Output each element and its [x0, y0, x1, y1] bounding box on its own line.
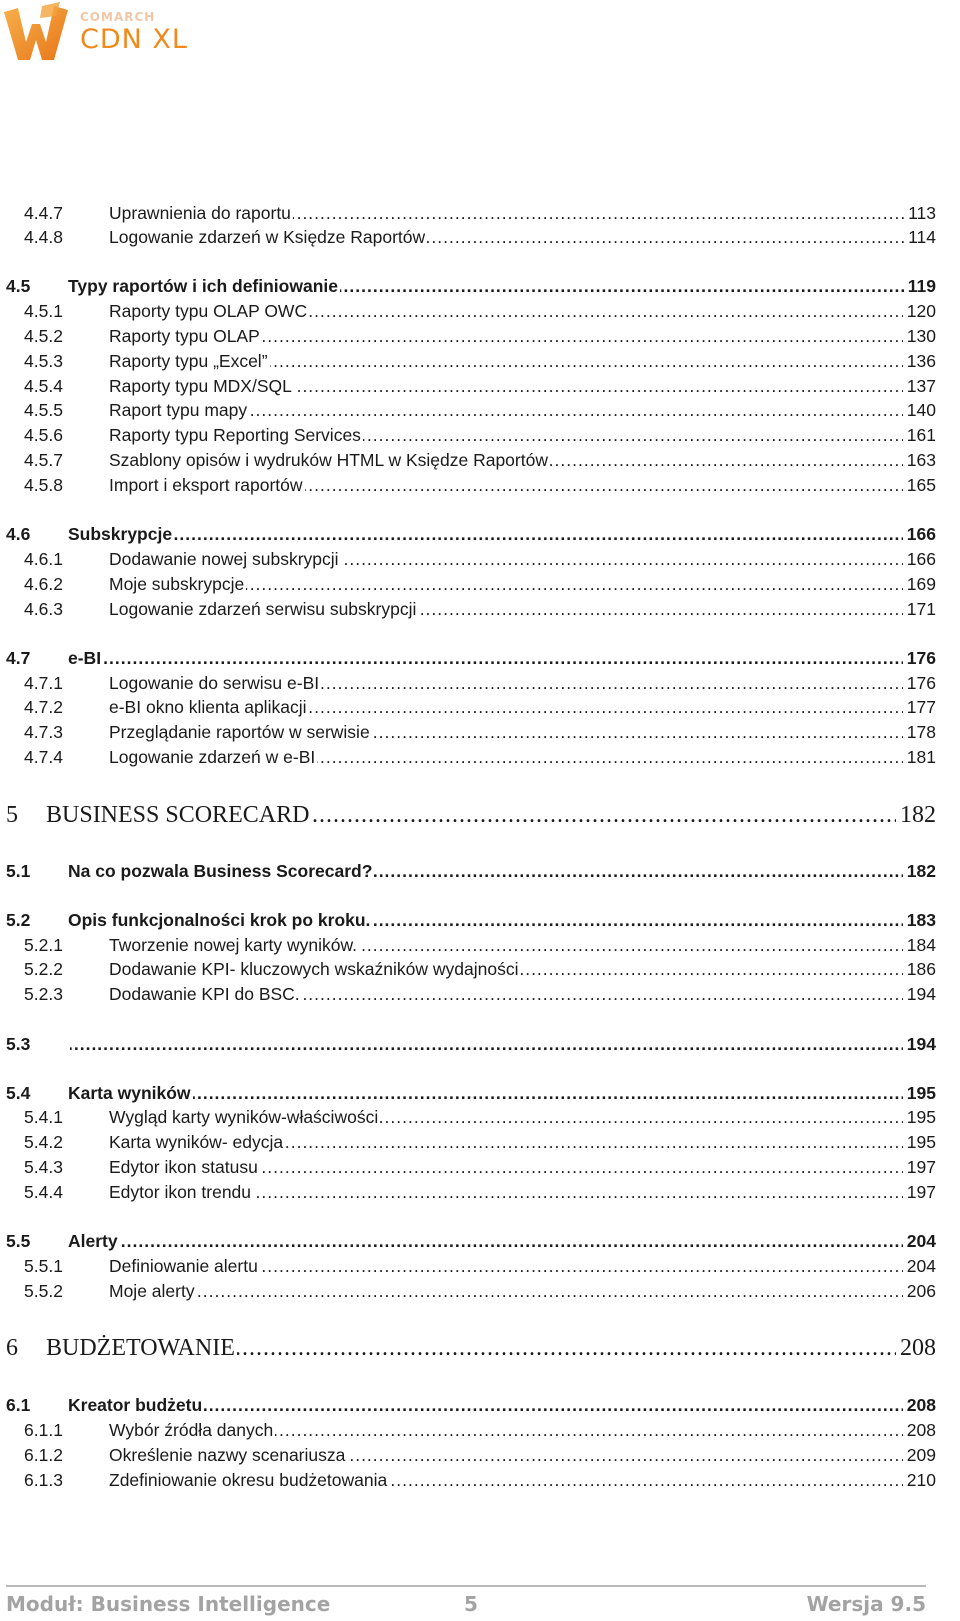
- toc-entry-title-text: Moje alerty: [109, 1281, 195, 1301]
- toc-entry-title: [109, 744, 903, 770]
- toc-entry-title-text: Tworzenie nowej karty wyników.: [109, 935, 358, 955]
- toc-entry-number: 4.5.3: [24, 351, 63, 371]
- toc-entry-page: 113: [906, 200, 936, 226]
- toc-entry-title: [109, 670, 903, 696]
- toc-entry[interactable]: [0, 521, 960, 547]
- toc-entry-page: 208: [905, 1417, 936, 1443]
- toc-entry[interactable]: [0, 1467, 960, 1493]
- toc-entry-number: 4.7: [6, 648, 31, 668]
- toc-entry[interactable]: [0, 981, 960, 1007]
- toc-entry-number: 5.4.3: [24, 1157, 63, 1177]
- toc-entry-title: [109, 373, 903, 399]
- toc-entry-title: [68, 1031, 903, 1057]
- toc-entry-number: 4.6.3: [24, 599, 63, 619]
- toc-entry-title-text: Raporty typu OLAP OWC: [109, 301, 308, 321]
- toc-entry[interactable]: [0, 422, 960, 448]
- toc-entry-title: [109, 719, 903, 745]
- toc-entry[interactable]: [0, 298, 960, 324]
- toc-entry-page: 183: [905, 907, 936, 933]
- toc-entry[interactable]: [0, 1442, 960, 1468]
- toc-entry-title: [109, 1179, 903, 1205]
- toc-entry-page: 171: [905, 596, 936, 622]
- toc-entry-page: 194: [905, 1031, 936, 1057]
- toc-entry-title-text: Logowanie zdarzeń w Księdze Raportów: [109, 227, 426, 247]
- toc-entry-number: 6: [6, 1335, 18, 1361]
- toc-entry-number: 4.5.4: [24, 376, 63, 396]
- toc-entry-page: 177: [905, 694, 936, 720]
- toc-entry[interactable]: [0, 858, 960, 884]
- toc-entry[interactable]: [0, 1253, 960, 1279]
- toc-entry-title: [68, 858, 903, 884]
- toc-entry-number: 4.4.8: [24, 227, 63, 247]
- toc-entry-page: 120: [905, 298, 936, 324]
- brand-name: COMARCH: [80, 10, 156, 24]
- toc-entry-page: 195: [905, 1080, 936, 1106]
- toc-entry-title-text: Logowanie do serwisu e-BI: [109, 673, 320, 693]
- toc-entry-title-text: Logowanie zdarzeń w e-BI: [109, 747, 316, 767]
- footer-page-number: 5: [464, 1592, 478, 1616]
- toc-entry[interactable]: [0, 323, 960, 349]
- toc-entry-title-text: Wybór źródła danych: [109, 1420, 274, 1440]
- comarch-logo-icon: [2, 2, 72, 66]
- toc-entry-page: 130: [905, 323, 936, 349]
- toc-entry-title-text: [68, 1034, 70, 1054]
- page-footer: [6, 1592, 926, 1620]
- toc-entry-number: 4.7.1: [24, 673, 63, 693]
- toc-entry-title: [46, 798, 896, 832]
- toc-entry-number: 4.5.2: [24, 326, 63, 346]
- toc-entry-page: 114: [906, 224, 936, 250]
- toc-entry-title-text: Moje subskrypcje: [109, 574, 245, 594]
- toc-entry[interactable]: [0, 1129, 960, 1155]
- product-name: CDN XL: [80, 24, 188, 55]
- toc-entry-page: 136: [905, 348, 936, 374]
- toc-entry[interactable]: [0, 744, 960, 770]
- toc-entry-page: 204: [905, 1228, 936, 1254]
- toc-entry-title: [109, 323, 903, 349]
- toc-entry-title: [109, 224, 904, 250]
- toc-entry[interactable]: [0, 932, 960, 958]
- toc-entry-title: [109, 348, 903, 374]
- toc-entry-title: [109, 1253, 903, 1279]
- toc-entry-title-text: Dodawanie nowej subskrypcji: [109, 549, 339, 569]
- toc-entry[interactable]: [0, 719, 960, 745]
- toc-entry-title-text: Raporty typu OLAP: [109, 326, 260, 346]
- toc-entry-number: 5.2.1: [24, 935, 63, 955]
- toc-entry-page: 195: [905, 1104, 936, 1130]
- toc-entry-number: 6.1.3: [24, 1470, 63, 1490]
- toc-entry[interactable]: [0, 1179, 960, 1205]
- toc-entry-title: [46, 1331, 896, 1365]
- toc-entry-number: 4.5.8: [24, 475, 63, 495]
- toc-entry-title: [109, 200, 904, 226]
- toc-entry-title: [68, 273, 904, 299]
- toc-entry-title-text: Uprawnienia do raportu: [109, 203, 291, 223]
- toc-entry[interactable]: [0, 956, 960, 982]
- toc-entry-title-text: Raporty typu „Excel”: [109, 351, 268, 371]
- toc-entry-number: 4.5.1: [24, 301, 63, 321]
- toc-entry-number: 5: [6, 802, 18, 828]
- toc-entry[interactable]: [0, 1228, 960, 1254]
- toc-entry-page: 182: [898, 798, 936, 832]
- toc-entry-title: [68, 1080, 903, 1106]
- toc-entry-page: 181: [905, 744, 936, 770]
- toc-entry-title-text: Edytor ikon trendu: [109, 1182, 252, 1202]
- toc-entry[interactable]: [0, 200, 960, 226]
- toc-entry-title: [109, 981, 903, 1007]
- toc-entry-number: 4.6: [6, 524, 31, 544]
- toc-entry-title-text: Na co pozwala Business Scorecard?: [68, 861, 373, 881]
- toc-entry-title: [109, 1417, 903, 1443]
- toc-entry-title-text: Subskrypcje: [68, 524, 173, 544]
- toc-entry-title-text: Logowanie zdarzeń serwisu subskrypcji: [109, 599, 417, 619]
- toc-entry-page: 161: [905, 422, 936, 448]
- toc-entry-title-text: e-BI okno klienta aplikacji: [109, 697, 307, 717]
- toc-entry-title: [68, 521, 903, 547]
- toc-entry-title: [68, 1392, 903, 1418]
- toc-entry-number: 5.4.2: [24, 1132, 63, 1152]
- toc-entry-number: 5.1: [6, 861, 31, 881]
- toc-entry-number: 6.1.1: [24, 1420, 63, 1440]
- toc-entry-number: 4.7.3: [24, 722, 63, 742]
- toc-entry-page: 208: [898, 1331, 936, 1365]
- toc-entry-title: [109, 596, 903, 622]
- toc-entry-title: [109, 956, 903, 982]
- toc-entry[interactable]: [0, 472, 960, 498]
- toc-entry-title: [109, 1129, 903, 1155]
- toc-entry-title-text: Dodawanie KPI do BSC.: [109, 984, 300, 1004]
- toc-entry-title-text: BUSINESS SCORECARD: [46, 802, 310, 828]
- footer-module: Moduł: Business Intelligence: [6, 1592, 331, 1616]
- toc-entry-title-text: Karta wyników- edycja: [109, 1132, 284, 1152]
- toc-entry-title: [68, 645, 903, 671]
- toc-entry-page: 140: [905, 397, 936, 423]
- toc-entry[interactable]: [0, 1080, 960, 1106]
- toc-entry-title: [109, 1104, 903, 1130]
- toc-entry-title-text: Dodawanie KPI- kluczowych wskaźników wydajności: [109, 959, 519, 979]
- toc-entry-number: 4.4.7: [24, 203, 63, 223]
- toc-entry-page: 194: [905, 981, 936, 1007]
- toc-entry[interactable]: [0, 1331, 960, 1365]
- toc-entry-title: [109, 1154, 903, 1180]
- toc-entry-title-text: e-BI: [68, 648, 102, 668]
- toc-entry-page: 210: [905, 1467, 936, 1493]
- toc-entry[interactable]: [0, 348, 960, 374]
- toc-entry-page: 165: [905, 472, 936, 498]
- toc-entry-page: 197: [905, 1154, 936, 1180]
- toc-entry-number: 5.2.2: [24, 959, 63, 979]
- toc-entry[interactable]: [0, 1278, 960, 1304]
- toc-entry-number: 4.5.6: [24, 425, 63, 445]
- toc-entry-number: 5.4: [6, 1083, 31, 1103]
- toc-entry-number: 5.3: [6, 1034, 31, 1054]
- toc-entry[interactable]: [0, 645, 960, 671]
- toc-entry-page: 209: [905, 1442, 936, 1468]
- toc-entry-page: 166: [905, 546, 936, 572]
- toc-entry-number: 5.2.3: [24, 984, 63, 1004]
- toc-entry-page: 204: [905, 1253, 936, 1279]
- toc-entry[interactable]: [0, 670, 960, 696]
- toc-entry[interactable]: [0, 596, 960, 622]
- toc-entry-page: 195: [905, 1129, 936, 1155]
- toc-entry[interactable]: [0, 1392, 960, 1418]
- toc-entry-number: 5.2: [6, 910, 31, 930]
- toc-entry-title: [109, 447, 903, 473]
- toc-entry-page: 197: [905, 1179, 936, 1205]
- footer-version: Wersja 9.5: [806, 1592, 926, 1616]
- toc-entry-number: 4.7.4: [24, 747, 63, 767]
- toc-entry-title-text: Przeglądanie raportów w serwisie: [109, 722, 370, 742]
- toc-entry-title: [109, 1442, 903, 1468]
- toc-entry-page: 184: [905, 932, 936, 958]
- toc-entry-number: 6.1.2: [24, 1445, 63, 1465]
- toc-entry-number: 4.7.2: [24, 697, 63, 717]
- toc-entry-title: [109, 571, 903, 597]
- toc-entry-title-text: BUDŻETOWANIE: [46, 1335, 235, 1361]
- toc-entry[interactable]: [0, 571, 960, 597]
- toc-entry-title: [109, 546, 903, 572]
- toc-entry[interactable]: [0, 907, 960, 933]
- toc-entry-title: [109, 1467, 903, 1493]
- toc-entry[interactable]: [0, 1417, 960, 1443]
- toc-entry-title-text: Edytor ikon statusu: [109, 1157, 258, 1177]
- toc-entry-title-text: Raport typu mapy: [109, 400, 248, 420]
- toc-entry-title-text: Karta wyników: [68, 1083, 191, 1103]
- toc-entry[interactable]: [0, 798, 960, 832]
- toc-entry[interactable]: [0, 1154, 960, 1180]
- toc-entry-number: 5.5.1: [24, 1256, 63, 1276]
- toc-entry-title: [68, 907, 903, 933]
- toc-entry-page: 166: [905, 521, 936, 547]
- toc-entry-title-text: Alerty: [68, 1231, 118, 1251]
- toc-entry-page: 178: [905, 719, 936, 745]
- toc-entry-title-text: Typy raportów i ich definiowanie: [68, 276, 338, 296]
- toc-entry-page: 182: [905, 858, 936, 884]
- toc-entry[interactable]: [0, 1104, 960, 1130]
- toc-entry-number: 4.5.5: [24, 400, 63, 420]
- toc-entry-number: 4.6.2: [24, 574, 63, 594]
- toc-entry-title: [109, 1278, 903, 1304]
- toc-entry-page: 176: [905, 670, 936, 696]
- toc-entry[interactable]: [0, 373, 960, 399]
- toc-entry[interactable]: [0, 1031, 960, 1057]
- toc-entry-title-text: Definiowanie alertu: [109, 1256, 258, 1276]
- toc-entry-title: [109, 298, 903, 324]
- header-logo: [2, 2, 202, 70]
- toc-entry-number: 5.4.4: [24, 1182, 63, 1202]
- toc-entry-number: 6.1: [6, 1395, 31, 1415]
- toc-entry[interactable]: [0, 546, 960, 572]
- toc-entry-page: 206: [905, 1278, 936, 1304]
- toc-entry-title: [109, 472, 903, 498]
- toc-entry-number: 5.5.2: [24, 1281, 63, 1301]
- toc-entry-page: 186: [905, 956, 936, 982]
- toc-entry[interactable]: [0, 447, 960, 473]
- toc-entry[interactable]: [0, 273, 960, 299]
- toc-entry-title: [109, 397, 903, 423]
- toc-entry-page: 169: [905, 571, 936, 597]
- toc-entry-number: 4.5.7: [24, 450, 63, 470]
- toc-entry-page: 119: [906, 273, 936, 299]
- toc-entry[interactable]: [0, 694, 960, 720]
- toc-entry-page: 176: [905, 645, 936, 671]
- toc-entry-title: [109, 694, 903, 720]
- toc-entry-page: 208: [905, 1392, 936, 1418]
- footer-divider: [6, 1585, 926, 1587]
- toc-entry-number: 5.5: [6, 1231, 31, 1251]
- toc-entry[interactable]: [0, 397, 960, 423]
- toc-entry-title-text: Import i eksport raportów: [109, 475, 303, 495]
- toc-entry-number: 5.4.1: [24, 1107, 63, 1127]
- toc-entry-title-text: Wygląd karty wyników-właściwości: [109, 1107, 379, 1127]
- toc-entry-title-text: Zdefiniowanie okresu budżetowania: [109, 1470, 388, 1490]
- toc-entry-title-text: Raporty typu MDX/SQL: [109, 376, 292, 396]
- toc-entry-title: [109, 422, 903, 448]
- toc-entry-title: [68, 1228, 903, 1254]
- toc-entry-number: 4.6.1: [24, 549, 63, 569]
- toc-entry-page: 163: [905, 447, 936, 473]
- toc-entry-number: 4.5: [6, 276, 31, 296]
- toc-entry[interactable]: [0, 224, 960, 250]
- toc-entry-page: 137: [905, 373, 936, 399]
- toc-entry-title-text: Raporty typu Reporting Services: [109, 425, 361, 445]
- toc-entry-title-text: Opis funkcjonalności krok po kroku.: [68, 910, 371, 930]
- toc-entry-title-text: Szablony opisów i wydruków HTML w Księdze Raportów: [109, 450, 548, 470]
- toc-entry-title-text: Kreator budżetu: [68, 1395, 203, 1415]
- toc-entry-title-text: Określenie nazwy scenariusza: [109, 1445, 346, 1465]
- toc-entry-title: [109, 932, 903, 958]
